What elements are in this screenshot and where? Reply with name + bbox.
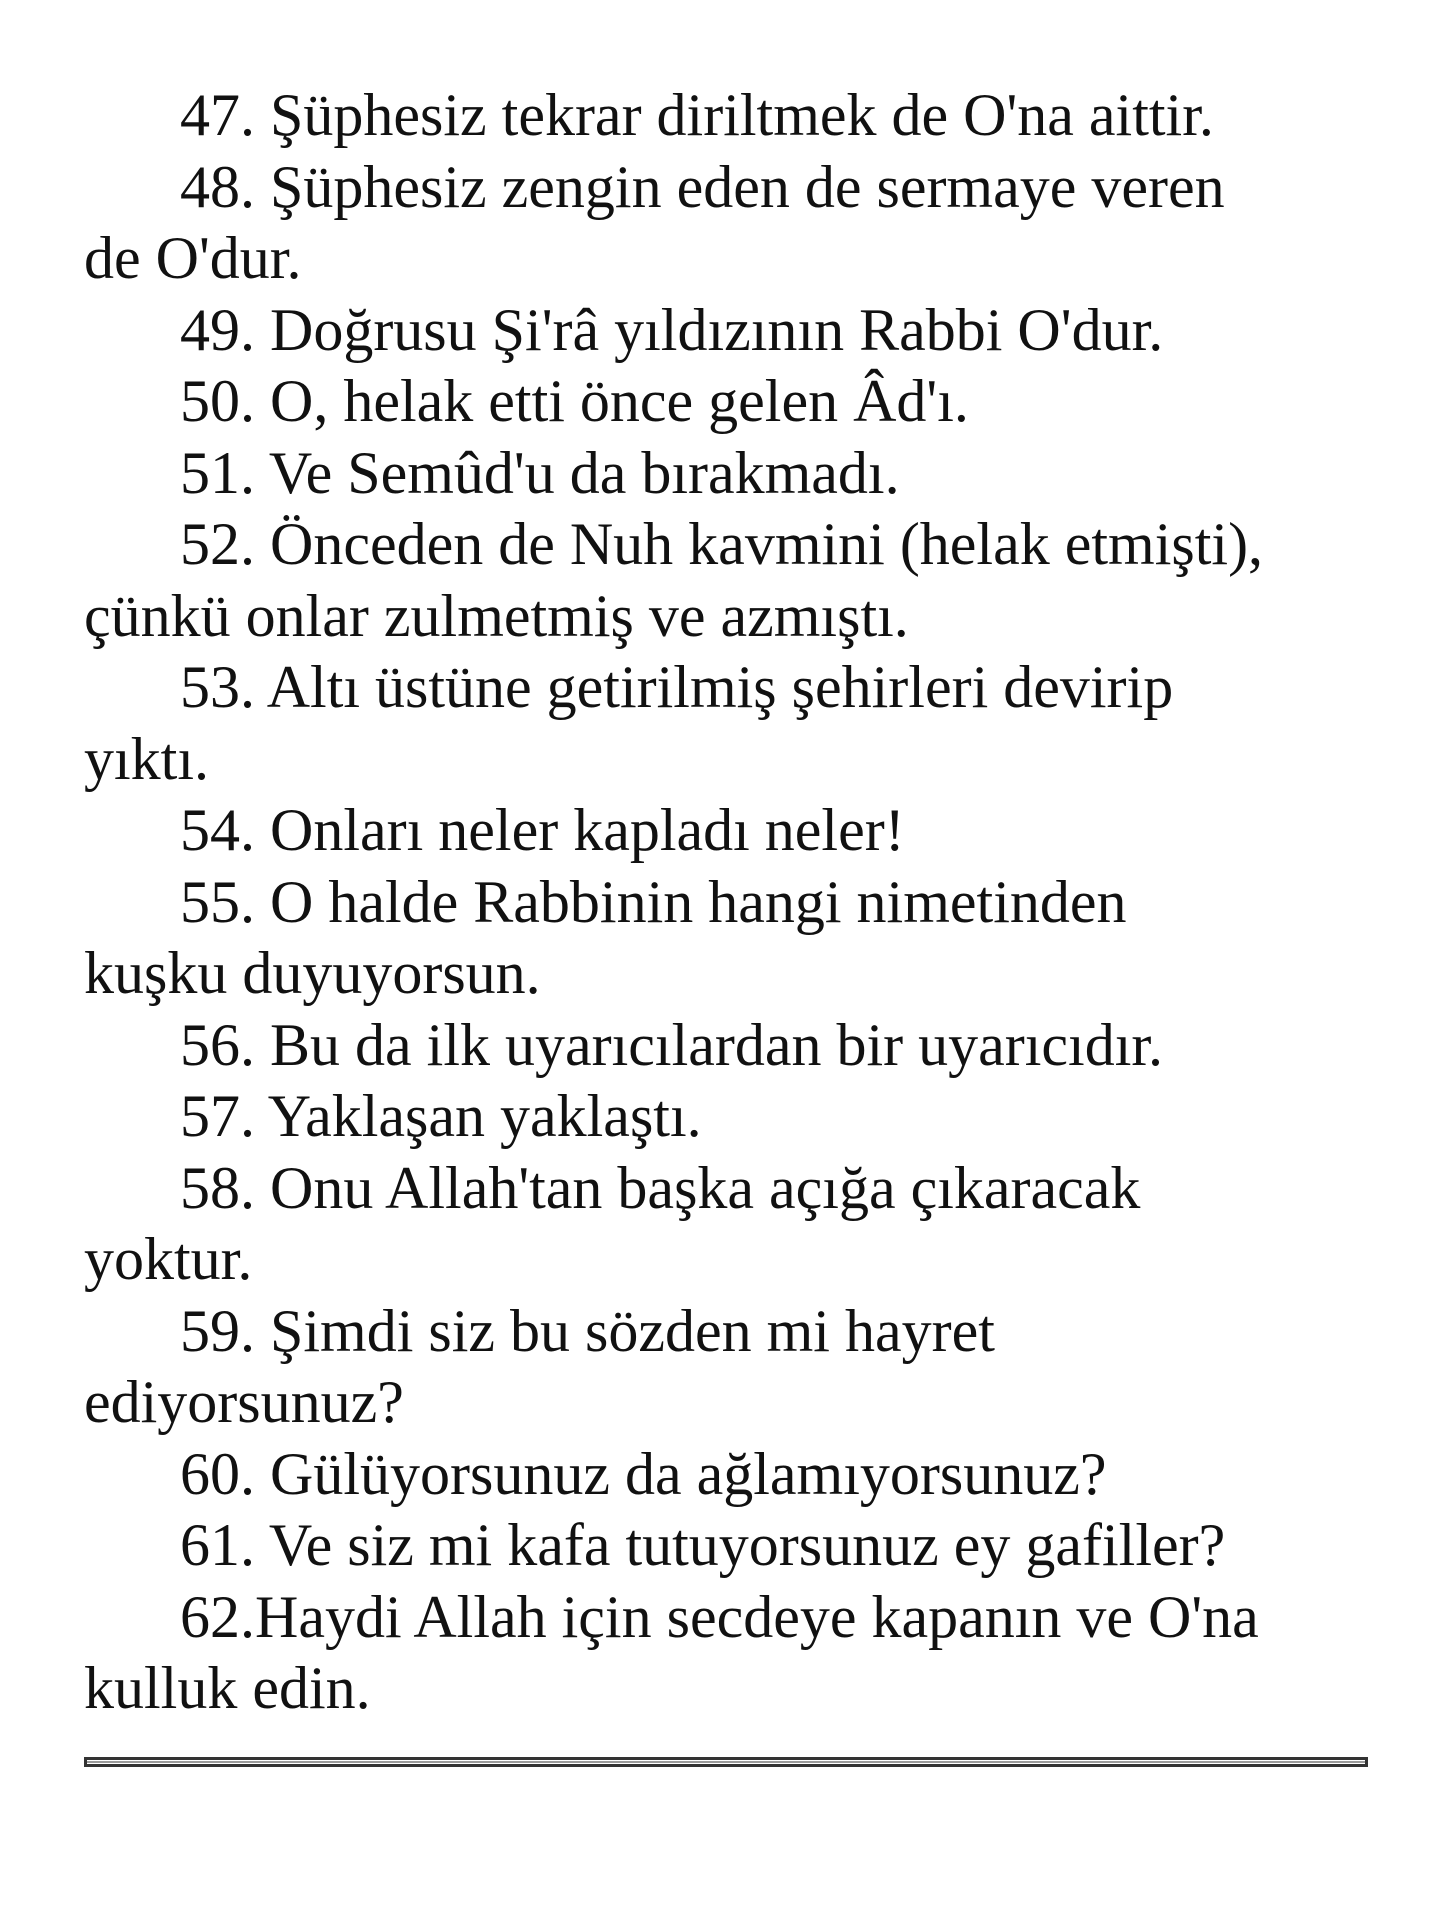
verse-53: 53. Altı üstüne getirilmiş şehirleri devirip yıktı.: [84, 654, 1174, 792]
verse-51: 51. Ve Semûd'u da bırakmadı.: [180, 439, 900, 506]
verse-55: 55. O halde Rabbinin hangi nimetinden kuşku duyuyorsun.: [84, 868, 1127, 1006]
horizontal-rule-divider: [84, 1757, 1368, 1767]
verse-60: 60. Gülüyorsunuz da ağlamıyorsunuz?: [180, 1440, 1107, 1507]
verse-58: 58. Onu Allah'tan başka açığa çıkaracak yoktur.: [84, 1154, 1141, 1292]
verse-59: 59. Şimdi siz bu sözden mi hayret ediyorsunuz?: [84, 1297, 995, 1435]
verse-54: 54. Onları neler kapladı neler!: [180, 797, 905, 863]
verse-49: 49. Doğrusu Şi'râ yıldızının Rabbi O'dur.: [180, 296, 1164, 363]
verse-62: 62.Haydi Allah için secdeye kapanın ve O'na kulluk edin.: [84, 1583, 1259, 1721]
verse-61: 61. Ve siz mi kafa tutuyorsunuz ey gafiller?: [180, 1512, 1226, 1578]
verse-list: [84, 80, 1384, 1725]
verse-47: 47. Şüphesiz tekrar diriltmek de O'na aittir.: [180, 82, 1214, 148]
rule-inner-line: [87, 1761, 1365, 1763]
verse-48: 48. Şüphesiz zengin eden de sermaye veren de O'dur.: [84, 153, 1225, 291]
verse-50: 50. O, helak etti önce gelen Âd'ı.: [180, 368, 969, 434]
verse-56: 56. Bu da ilk uyarıcılardan bir uyarıcıdır.: [180, 1011, 1164, 1078]
verse-52: 52. Önceden de Nuh kavmini (helak etmişti), çünkü onlar zulmetmiş ve azmıştı.: [84, 511, 1264, 649]
verse-57: 57. Yaklaşan yaklaştı.: [180, 1083, 702, 1149]
